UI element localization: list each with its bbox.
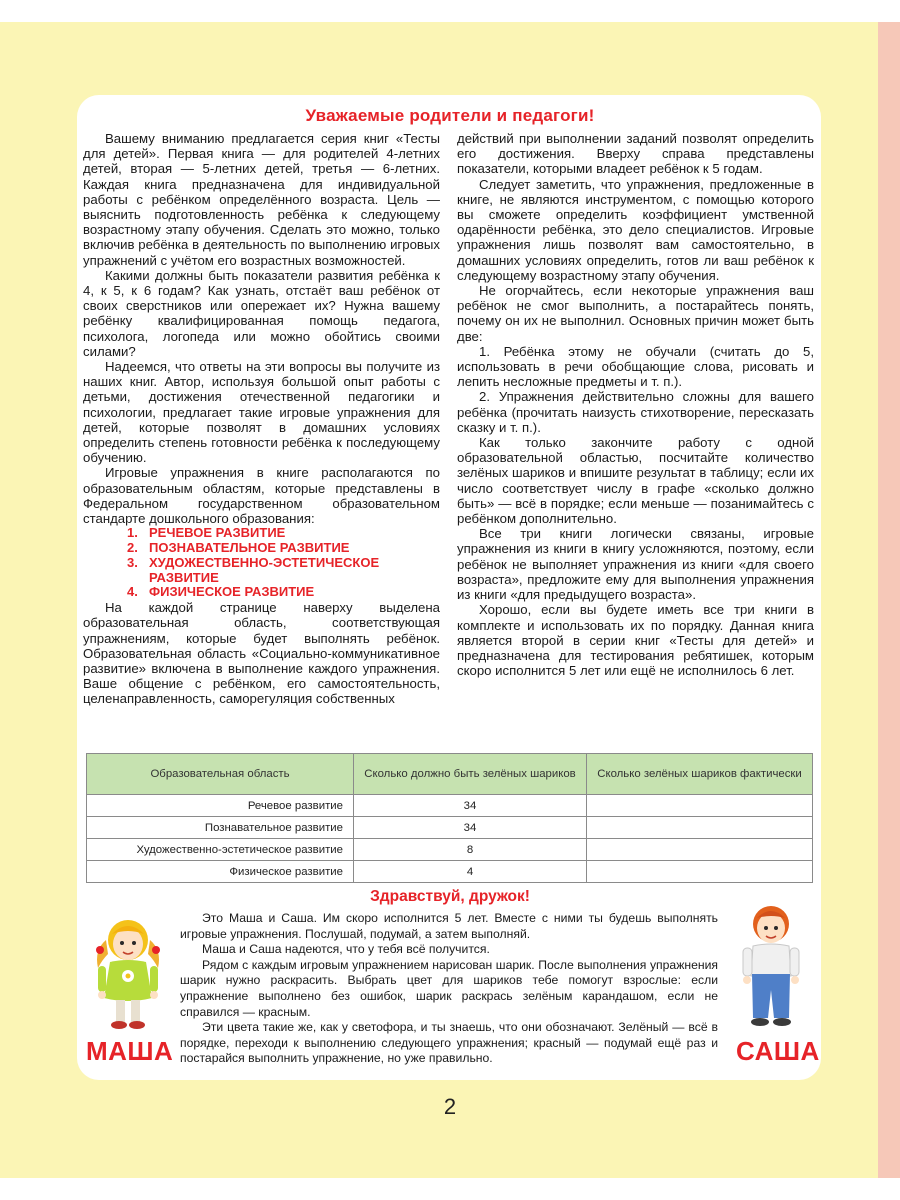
actual-cell[interactable] bbox=[587, 861, 813, 883]
area-label: ХУДОЖЕСТВЕННО-ЭСТЕТИЧЕСКОЕ РАЗВИТИЕ bbox=[149, 554, 380, 585]
sasha-label: САША bbox=[736, 1036, 820, 1066]
table-row bbox=[87, 795, 813, 817]
left-column bbox=[83, 131, 440, 707]
right-paragraph-3: 1. Ребёнка этому не обучали (считать до 5, использовать в речи обобщающие слова, рисовать и лепить несложные предметы и т. п.). bbox=[457, 343, 814, 390]
right-paragraph-7: Хорошо, если вы будете иметь все три книги в комплекте и использовать их по порядку. Данная книга является второй в серии книг «Тесты для детей» и предназначена для тестирования ребятишек, которым скоро исполнится 5 лет или ещё не исполнилось 6 лет. bbox=[457, 602, 814, 679]
right-paragraph-2: Не огорчайтесь, если некоторые упражнения ваш ребёнок не смог выполнить, а постарайтесь понять, почему он их не выполнил. Основных причин может быть две: bbox=[457, 283, 814, 344]
intro-paragraph-2: Какими должны быть показатели развития ребёнка к 4, к 5, к 6 годам? Как узнать, отстаёт ваш ребёнок от своих сверстников или опережает их? Нужна вашему ребёнку квалифицированная помощь педагога, психолога, логопеда или можно обойтись своими силами? bbox=[83, 267, 440, 359]
greeting-title: Здравствуй, дружок! bbox=[370, 888, 530, 905]
page-number: 2 bbox=[443, 1094, 457, 1119]
required-cell: 34 bbox=[354, 817, 587, 839]
area-item bbox=[127, 541, 440, 556]
area-label: РЕЧЕВОЕ РАЗВИТИЕ bbox=[149, 525, 286, 541]
area-cell: Физическое развитие bbox=[87, 861, 354, 883]
educational-areas-list bbox=[83, 526, 440, 600]
actual-cell[interactable] bbox=[587, 817, 813, 839]
page-edge-strip bbox=[878, 22, 900, 1178]
intro-paragraph-5: На каждой странице наверху выделена образовательная область, соответствующая упражнениям, которые будет выполнять ребёнок. Образовательная область «Социально-коммуникативное развитие» включена в выполнение каждого упражнения. Ваше общение с ребёнком, его самостоятельность, целенаправленность, саморегуляция собственных bbox=[83, 600, 440, 707]
table-row bbox=[87, 817, 813, 839]
area-label: ФИЗИЧЕСКОЕ РАЗВИТИЕ bbox=[149, 584, 315, 600]
right-paragraph-5: Как только закончите работу с одной образовательной областью, посчитайте количество зелёных шариков и впишите результат в таблицу; если их число соответствует числу в графе «сколько должно быть» — всё в порядке; если меньше — позанимайтесь с ребёнком дополнительно. bbox=[457, 435, 814, 527]
results-table bbox=[86, 753, 813, 883]
area-label: ПОЗНАВАТЕЛЬНОЕ РАЗВИТИЕ bbox=[149, 540, 350, 556]
page-title: Уважаемые родители и педагоги! bbox=[305, 106, 595, 125]
right-column bbox=[457, 131, 814, 678]
column-header-area: Образовательная область bbox=[87, 754, 354, 795]
table-header-row bbox=[87, 754, 813, 795]
right-paragraph-6: Все три книги логически связаны, игровые упражнения из книги в книгу усложняются, поэтому, если ребёнок не выполняет упражнения из книги «для своего возраста», предложите ему для выполнения упражнения из книги «для предыдущего возраста». bbox=[457, 526, 814, 603]
area-cell: Познавательное развитие bbox=[87, 817, 354, 839]
intro-paragraph-3: Надеемся, что ответы на эти вопросы вы получите из наших книг. Автор, используя большой опыт работы с детьми, достижения отечественной педагогики и психологии, предлагает такие игровые упражнения для детей, которые позволят в домашних условиях определить степень готовности ребёнка к последующему обучению. bbox=[83, 359, 440, 466]
greeting-paragraph-1: Это Маша и Саша. Им скоро исполнится 5 лет. Вместе с ними ты будешь выполнять игровые упражнения. Послушай, подумай, а затем выполняй. bbox=[180, 911, 718, 941]
intro-paragraph-1: Вашему вниманию предлагается серия книг «Тесты для детей». Первая книга — для родителей 4-летних детей, вторая — 5-летних детей, третья — 6-летних. Каждая книга предназначена для индивидуальной работы с ребёнком определённого возраста. Цель — выяснить подготовленность ребёнка к следующему возрастному этапу обучения. Сделать это можно, только включив ребёнка в деятельность по выполнению игровых упражнений с учётом его возрастных возможностей. bbox=[83, 131, 440, 268]
required-cell: 4 bbox=[354, 861, 587, 883]
continuation-paragraph: действий при выполнении заданий позволят определить его достижения. Вверху справа представлены показатели, которыми владеет ребёнок к 5 годам. bbox=[457, 131, 814, 177]
masha-label: МАША bbox=[86, 1036, 174, 1066]
right-paragraph-1: Следует заметить, что упражнения, предложенные в книге, не являются инструментом, с помощью которого вы сможете определить коэффициент умственной одарённости ребёнка, это дело специалистов. Игровые упражнения лишь позволят вам самостоятельно, в домашних условиях определить, готов ли ваш ребёнок к следующему возрастному этапу обучения. bbox=[457, 176, 814, 283]
area-item bbox=[127, 556, 440, 586]
right-paragraph-4: 2. Упражнения действительно сложны для вашего ребёнка (прочитать наизусть стихотворение, пересказать сказку и т. п.). bbox=[457, 389, 814, 435]
greeting-paragraph-4: Эти цвета такие же, как у светофора, и ты знаешь, что они обозначают. Зелёный — всё в порядке, переходи к выполнению следующего упражнения; красный — подумай ещё раз и постарайся выполнить упражнение, но уже правильно. bbox=[180, 1020, 718, 1066]
area-number: 2. bbox=[127, 540, 138, 556]
area-number: 3. bbox=[127, 554, 138, 570]
area-number: 4. bbox=[127, 584, 138, 600]
greeting-text bbox=[180, 911, 718, 1067]
column-header-required: Сколько должно быть зелёных шариков bbox=[354, 754, 587, 795]
required-cell: 34 bbox=[354, 795, 587, 817]
area-cell: Художественно-эстетическое развитие bbox=[87, 839, 354, 861]
intro-paragraph-4: Игровые упражнения в книге располагаются по образовательным областям, которые представлены в Федеральном государственном образовательном стандарте дошкольного образования: bbox=[83, 465, 440, 527]
greeting-paragraph-2: Маша и Саша надеются, что у тебя всё получится. bbox=[202, 942, 490, 957]
area-item bbox=[127, 526, 440, 541]
actual-cell[interactable] bbox=[587, 839, 813, 861]
required-cell: 8 bbox=[354, 839, 587, 861]
column-header-actual: Сколько зелёных шариков фактически bbox=[587, 754, 813, 795]
area-cell: Речевое развитие bbox=[87, 795, 354, 817]
sasha-illustration bbox=[735, 900, 807, 1030]
table-row bbox=[87, 839, 813, 861]
area-item bbox=[127, 585, 440, 600]
table-row bbox=[87, 861, 813, 883]
area-number: 1. bbox=[127, 525, 138, 541]
masha-illustration bbox=[88, 910, 168, 1035]
actual-cell[interactable] bbox=[587, 795, 813, 817]
greeting-paragraph-3: Рядом с каждым игровым упражнением нарисован шарик. После выполнения упражнения шарик нужно раскрасить. Выбрать цвет для шариков тебе помогут взрослые: если упражнение выполнено без ошибок, шарик раскрась зелёным карандашом, если не справился — красным. bbox=[180, 957, 718, 1019]
